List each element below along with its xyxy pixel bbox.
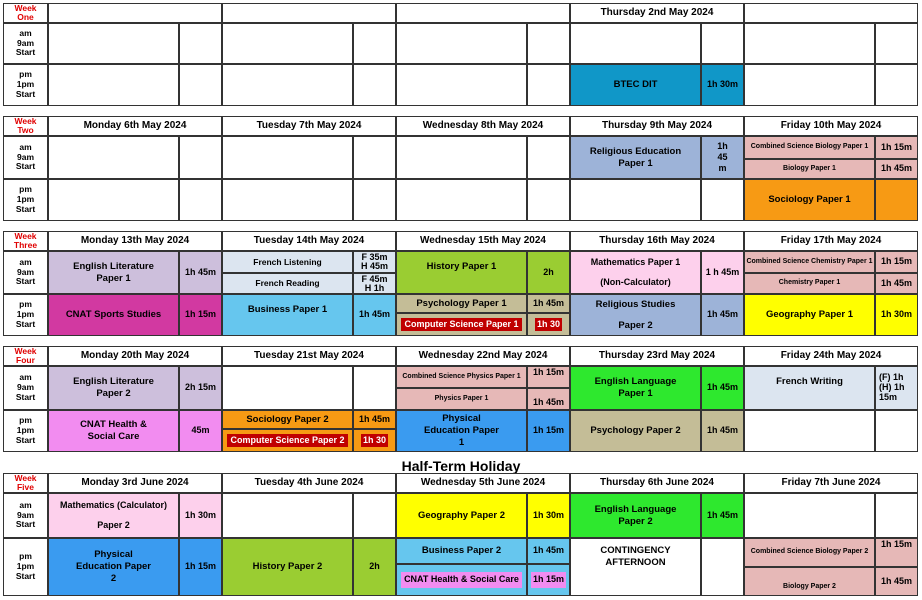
exam-french-writing: French Writing bbox=[744, 366, 875, 410]
exam-cnat-health-social-care-w5-duration: 1h 15m bbox=[531, 572, 566, 587]
exam-maths-p1 bbox=[570, 251, 701, 294]
exam-computer-science-p1: Computer Science Paper 1 bbox=[401, 318, 521, 331]
exam-maths-p1-duration: 1 h 45m bbox=[701, 251, 744, 294]
duration-line: H 1h bbox=[364, 282, 385, 293]
start-text: Start bbox=[15, 276, 36, 287]
week1-header-thu: Thursday 2nd May 2024 bbox=[570, 3, 744, 23]
exam-combined-biology-p1: Combined Science Biology Paper 1 bbox=[744, 136, 875, 159]
week5-label-line1: Week bbox=[14, 473, 37, 484]
week5-header-thu: Thursday 6th June 2024 bbox=[570, 473, 744, 493]
week2-mon-pm bbox=[48, 179, 179, 221]
week5-header-mon: Monday 3rd June 2024 bbox=[48, 473, 222, 493]
week2-header-wed: Wednesday 8th May 2024 bbox=[396, 116, 570, 136]
exam-sociology-p1: Sociology Paper 1 bbox=[744, 179, 875, 221]
start-text: Start bbox=[15, 318, 36, 329]
week1-label-line1: Week bbox=[14, 3, 37, 14]
exam-english-language-p2-duration: 1h 45m bbox=[701, 493, 744, 538]
week4-header-wed: Wednesday 22nd May 2024 bbox=[396, 346, 570, 366]
week3-label-line1: Week bbox=[14, 231, 37, 242]
week5-fri-am bbox=[744, 493, 875, 538]
duration-line: (H) 1h bbox=[879, 382, 905, 393]
exam-cnat-health-social-care-w5-duration-wrap bbox=[527, 564, 570, 596]
exam-physics-p1-duration: 1h 45m bbox=[527, 388, 570, 410]
week1-fri-pm bbox=[744, 64, 875, 106]
time-text: 1pm bbox=[16, 79, 35, 90]
week1-label bbox=[3, 3, 48, 23]
week2-header-fri: Friday 10th May 2024 bbox=[744, 116, 918, 136]
exam-physical-education-p1: Physical Education Paper 1 bbox=[396, 410, 527, 452]
week2-label-line1: Week bbox=[14, 116, 37, 127]
week2-thu-pm-dur bbox=[701, 179, 744, 221]
week5-header-tue: Tuesday 4th June 2024 bbox=[222, 473, 396, 493]
week3-header-fri: Friday 17th May 2024 bbox=[744, 231, 918, 251]
week2-wed-pm bbox=[396, 179, 527, 221]
week2-header-tue: Tuesday 7th May 2024 bbox=[222, 116, 396, 136]
week2-mon-am bbox=[48, 136, 179, 179]
week4-label-line2: Four bbox=[16, 355, 35, 365]
exam-combined-biology-p1-duration: 1h 15m bbox=[875, 136, 918, 159]
week5-tue-am-dur bbox=[353, 493, 396, 538]
week1-tue-pm bbox=[222, 64, 353, 106]
exam-cnat-sports-studies: CNAT Sports Studies bbox=[48, 294, 179, 336]
week5-label-line2: Five bbox=[16, 482, 34, 492]
am-text: am bbox=[19, 141, 32, 152]
exam-biology-p2-duration: 1h 45m bbox=[875, 567, 918, 596]
week2-header-mon: Monday 6th May 2024 bbox=[48, 116, 222, 136]
exam-english-literature-p1-duration: 1h 45m bbox=[179, 251, 222, 294]
exam-chemistry-p1-duration: 1h 45m bbox=[875, 273, 918, 294]
week1-mon-am-dur bbox=[179, 23, 222, 64]
week4-pm-label bbox=[3, 410, 48, 452]
exam-religious-education-p1-duration bbox=[701, 136, 744, 179]
week4-header-thu: Thursday 23rd May 2024 bbox=[570, 346, 744, 366]
time-text: 9am bbox=[16, 151, 34, 162]
subject-line: Mathematics Paper 1 bbox=[590, 257, 681, 268]
time-text: 1pm bbox=[16, 425, 35, 436]
exam-physical-education-p2: Physical Education Paper 2 bbox=[48, 538, 179, 596]
start-text: Start bbox=[15, 203, 36, 214]
exam-physical-education-p1-duration: 1h 15m bbox=[527, 410, 570, 452]
week3-label bbox=[3, 231, 48, 251]
week5-tue-am bbox=[222, 493, 353, 538]
exam-cnat-health-social-care-w4: CNAT Health & Social Care bbox=[48, 410, 179, 452]
exam-english-literature-p2-duration: 2h 15m bbox=[179, 366, 222, 410]
time-text: 1pm bbox=[16, 309, 35, 320]
exam-computer-science-p2: Computer Science Paper 2 bbox=[227, 434, 347, 447]
week2-mon-am-dur bbox=[179, 136, 222, 179]
week4-tue-am bbox=[222, 366, 353, 410]
subject-line: Paper 2 bbox=[97, 520, 130, 530]
week5-label bbox=[3, 473, 48, 493]
exam-computer-science-p1-duration: 1h 30 bbox=[535, 318, 562, 331]
week2-mon-pm-dur bbox=[179, 179, 222, 221]
exam-computer-science-p2-duration: 1h 30 bbox=[361, 434, 388, 447]
exam-computer-science-p1-wrap bbox=[396, 313, 527, 336]
week1-tue-am-dur bbox=[353, 23, 396, 64]
week1-header-wed bbox=[396, 3, 570, 23]
exam-history-p1: History Paper 1 bbox=[396, 251, 527, 294]
week3-header-mon: Monday 13th May 2024 bbox=[48, 231, 222, 251]
exam-combined-physics-p1: Combined Science Physics Paper 1 bbox=[396, 366, 527, 388]
week2-tue-pm bbox=[222, 179, 353, 221]
week4-fri-pm-dur bbox=[875, 410, 918, 452]
duration-line: 15m bbox=[879, 391, 898, 402]
exam-maths-p2-duration: 1h 30m bbox=[179, 493, 222, 538]
time-text: 9am bbox=[16, 509, 34, 520]
exam-english-literature-p2: English Literature Paper 2 bbox=[48, 366, 179, 410]
time-text: 1pm bbox=[16, 194, 35, 205]
exam-cnat-sports-studies-duration: 1h 15m bbox=[179, 294, 222, 336]
exam-cnat-health-social-care-w4-duration: 45m bbox=[179, 410, 222, 452]
week1-mon-pm bbox=[48, 64, 179, 106]
subject-line: Religious Studies bbox=[595, 298, 676, 310]
week4-am-label bbox=[3, 366, 48, 410]
week1-mon-pm-dur bbox=[179, 64, 222, 106]
exam-geography-p1: Geography Paper 1 bbox=[744, 294, 875, 336]
exam-geography-p2: Geography Paper 2 bbox=[396, 493, 527, 538]
week1-fri-pm-dur bbox=[875, 64, 918, 106]
pm-text: pm bbox=[19, 551, 32, 562]
duration-line: m bbox=[718, 162, 727, 173]
week5-header-fri: Friday 7th June 2024 bbox=[744, 473, 918, 493]
duration-line: H 45m bbox=[360, 261, 388, 271]
week1-wed-pm-dur bbox=[527, 64, 570, 106]
subject-line: Mathematics (Calculator) bbox=[59, 499, 168, 510]
pm-text: pm bbox=[19, 69, 32, 80]
contingency-line: CONTINGENCY bbox=[600, 545, 671, 556]
duration-line: F 45m bbox=[361, 273, 388, 284]
exam-sociology-p1-duration bbox=[875, 179, 918, 221]
exam-religious-studies-p2 bbox=[570, 294, 701, 336]
exam-cnat-health-social-care-w5: CNAT Health & Social Care bbox=[401, 572, 522, 587]
pm-text: pm bbox=[19, 415, 32, 426]
exam-combined-biology-p2: Combined Science Biology Paper 2 bbox=[744, 538, 875, 567]
exam-english-language-p1-duration: 1h 45m bbox=[701, 366, 744, 410]
exam-sociology-p2: Sociology Paper 2 bbox=[222, 410, 353, 429]
exam-biology-p2: Biology Paper 2 bbox=[744, 567, 875, 596]
contingency-afternoon bbox=[570, 538, 701, 596]
week2-label bbox=[3, 116, 48, 136]
subject-line: (Non-Calculator) bbox=[600, 276, 671, 287]
exam-religious-studies-p2-duration: 1h 45m bbox=[701, 294, 744, 336]
exam-cnat-health-social-care-w5-wrap bbox=[396, 564, 527, 596]
week2-am-label bbox=[3, 136, 48, 179]
time-text: 9am bbox=[16, 266, 34, 277]
exam-btec-dit: BTEC DIT bbox=[570, 64, 701, 106]
pm-text: pm bbox=[19, 299, 32, 310]
week4-label-line1: Week bbox=[14, 346, 37, 357]
week2-tue-pm-dur bbox=[353, 179, 396, 221]
exam-combined-physics-p1-duration: 1h 15m bbox=[527, 366, 570, 388]
am-text: am bbox=[19, 499, 32, 510]
exam-english-language-p2: English Language Paper 2 bbox=[570, 493, 701, 538]
contingency-line: AFTERNOON bbox=[605, 556, 666, 568]
week4-header-tue: Tuesday 21st May 2024 bbox=[222, 346, 396, 366]
week2-wed-pm-dur bbox=[527, 179, 570, 221]
exam-religious-education-p1: Religious Education Paper 1 bbox=[570, 136, 701, 179]
exam-history-p2: History Paper 2 bbox=[222, 538, 353, 596]
exam-psychology-p2: Psychology Paper 2 bbox=[570, 410, 701, 452]
half-term-banner: Half-Term Holiday bbox=[401, 458, 521, 474]
subject-line: Paper 2 bbox=[618, 319, 653, 331]
am-text: am bbox=[19, 372, 32, 383]
am-text: am bbox=[19, 27, 32, 38]
exam-business-p1-duration: 1h 45m bbox=[353, 294, 396, 336]
week5-thu-pm-dur bbox=[701, 538, 744, 596]
week3-pm-label bbox=[3, 294, 48, 336]
exam-history-p2-duration: 2h bbox=[353, 538, 396, 596]
exam-business-p2: Business Paper 2 bbox=[396, 538, 527, 564]
week4-tue-am-dur bbox=[353, 366, 396, 410]
week2-tue-am-dur bbox=[353, 136, 396, 179]
week1-wed-pm bbox=[396, 64, 527, 106]
exam-english-literature-p1: English Literature Paper 1 bbox=[48, 251, 179, 294]
week3-header-thu: Thursday 16th May 2024 bbox=[570, 231, 744, 251]
exam-combined-chemistry-p1: Combined Science Chemistry Paper 1 bbox=[744, 251, 875, 273]
week1-header-mon bbox=[48, 3, 222, 23]
week2-wed-am bbox=[396, 136, 527, 179]
exam-french-writing-duration bbox=[875, 366, 918, 410]
duration-line: (F) 1h bbox=[879, 372, 904, 383]
week3-label-line2: Three bbox=[13, 240, 38, 250]
exam-sociology-p2-duration: 1h 45m bbox=[353, 410, 396, 429]
week1-mon-am bbox=[48, 23, 179, 64]
exam-geography-p2-duration: 1h 30m bbox=[527, 493, 570, 538]
week5-am-label bbox=[3, 493, 48, 538]
week2-pm-label bbox=[3, 179, 48, 221]
duration-line: 45 bbox=[717, 152, 728, 163]
exam-biology-p1-duration: 1h 45m bbox=[875, 159, 918, 179]
exam-physical-education-p2-duration: 1h 15m bbox=[179, 538, 222, 596]
exam-btec-dit-duration: 1h 30m bbox=[701, 64, 744, 106]
exam-physics-p1: Physics Paper 1 bbox=[396, 388, 527, 410]
start-text: Start bbox=[15, 570, 36, 581]
exam-psychology-p2-duration: 1h 45m bbox=[701, 410, 744, 452]
week5-pm-label bbox=[3, 538, 48, 596]
exam-history-p1-duration: 2h bbox=[527, 251, 570, 294]
week1-pm-label bbox=[3, 64, 48, 106]
exam-chemistry-p1: Chemistry Paper 1 bbox=[744, 273, 875, 294]
exam-french-reading: French Reading bbox=[222, 273, 353, 294]
exam-psychology-p1: Psychology Paper 1 bbox=[396, 294, 527, 313]
exam-geography-p1-duration: 1h 30m bbox=[875, 294, 918, 336]
week1-am-label bbox=[3, 23, 48, 64]
pm-text: pm bbox=[19, 184, 32, 195]
time-text: 9am bbox=[16, 37, 34, 48]
week4-fri-pm bbox=[744, 410, 875, 452]
week1-wed-am-dur bbox=[527, 23, 570, 64]
week3-header-tue: Tuesday 14th May 2024 bbox=[222, 231, 396, 251]
start-text: Start bbox=[15, 161, 36, 172]
exam-business-p2-duration: 1h 45m bbox=[527, 538, 570, 564]
duration-line: F 35m bbox=[361, 252, 388, 262]
exam-french-reading-duration bbox=[353, 273, 396, 294]
week5-header-wed: Wednesday 5th June 2024 bbox=[396, 473, 570, 493]
week1-tue-am bbox=[222, 23, 353, 64]
week1-tue-pm-dur bbox=[353, 64, 396, 106]
week1-label-line2: One bbox=[17, 12, 34, 22]
exam-french-listening: French Listening bbox=[222, 251, 353, 273]
week1-fri-am bbox=[744, 23, 875, 64]
am-text: am bbox=[19, 256, 32, 267]
exam-biology-p1: Biology Paper 1 bbox=[744, 159, 875, 179]
week4-header-mon: Monday 20th May 2024 bbox=[48, 346, 222, 366]
start-text: Start bbox=[15, 88, 36, 99]
week5-fri-am-dur bbox=[875, 493, 918, 538]
exam-combined-chemistry-p1-duration: 1h 15m bbox=[875, 251, 918, 273]
week2-tue-am bbox=[222, 136, 353, 179]
exam-computer-science-p2-duration-wrap bbox=[353, 429, 396, 452]
week2-wed-am-dur bbox=[527, 136, 570, 179]
exam-english-language-p1: English Language Paper 1 bbox=[570, 366, 701, 410]
week2-header-thu: Thursday 9th May 2024 bbox=[570, 116, 744, 136]
exam-combined-biology-p2-duration: 1h 15m bbox=[875, 538, 918, 567]
exam-french-listening-duration bbox=[353, 251, 396, 273]
week1-thu-am bbox=[570, 23, 701, 64]
week1-thu-am-dur bbox=[701, 23, 744, 64]
exam-computer-science-p2-wrap bbox=[222, 429, 353, 452]
week3-am-label bbox=[3, 251, 48, 294]
week2-label-line2: Two bbox=[17, 125, 34, 135]
start-text: Start bbox=[15, 47, 36, 58]
week2-thu-pm bbox=[570, 179, 701, 221]
week4-header-fri: Friday 24th May 2024 bbox=[744, 346, 918, 366]
time-text: 9am bbox=[16, 382, 34, 393]
time-text: 1pm bbox=[16, 561, 35, 572]
exam-computer-science-p1-duration-wrap bbox=[527, 313, 570, 336]
week1-header-fri bbox=[744, 3, 918, 23]
exam-business-p1: Business Paper 1 bbox=[222, 294, 353, 336]
week1-wed-am bbox=[396, 23, 527, 64]
duration-line: 1h bbox=[717, 141, 728, 152]
start-text: Start bbox=[15, 391, 36, 402]
week4-label bbox=[3, 346, 48, 366]
week3-header-wed: Wednesday 15th May 2024 bbox=[396, 231, 570, 251]
week1-header-tue bbox=[222, 3, 396, 23]
start-text: Start bbox=[15, 434, 36, 445]
exam-maths-p2 bbox=[48, 493, 179, 538]
start-text: Start bbox=[15, 519, 36, 530]
week1-fri-am-dur bbox=[875, 23, 918, 64]
exam-psychology-p1-duration: 1h 45m bbox=[527, 294, 570, 313]
